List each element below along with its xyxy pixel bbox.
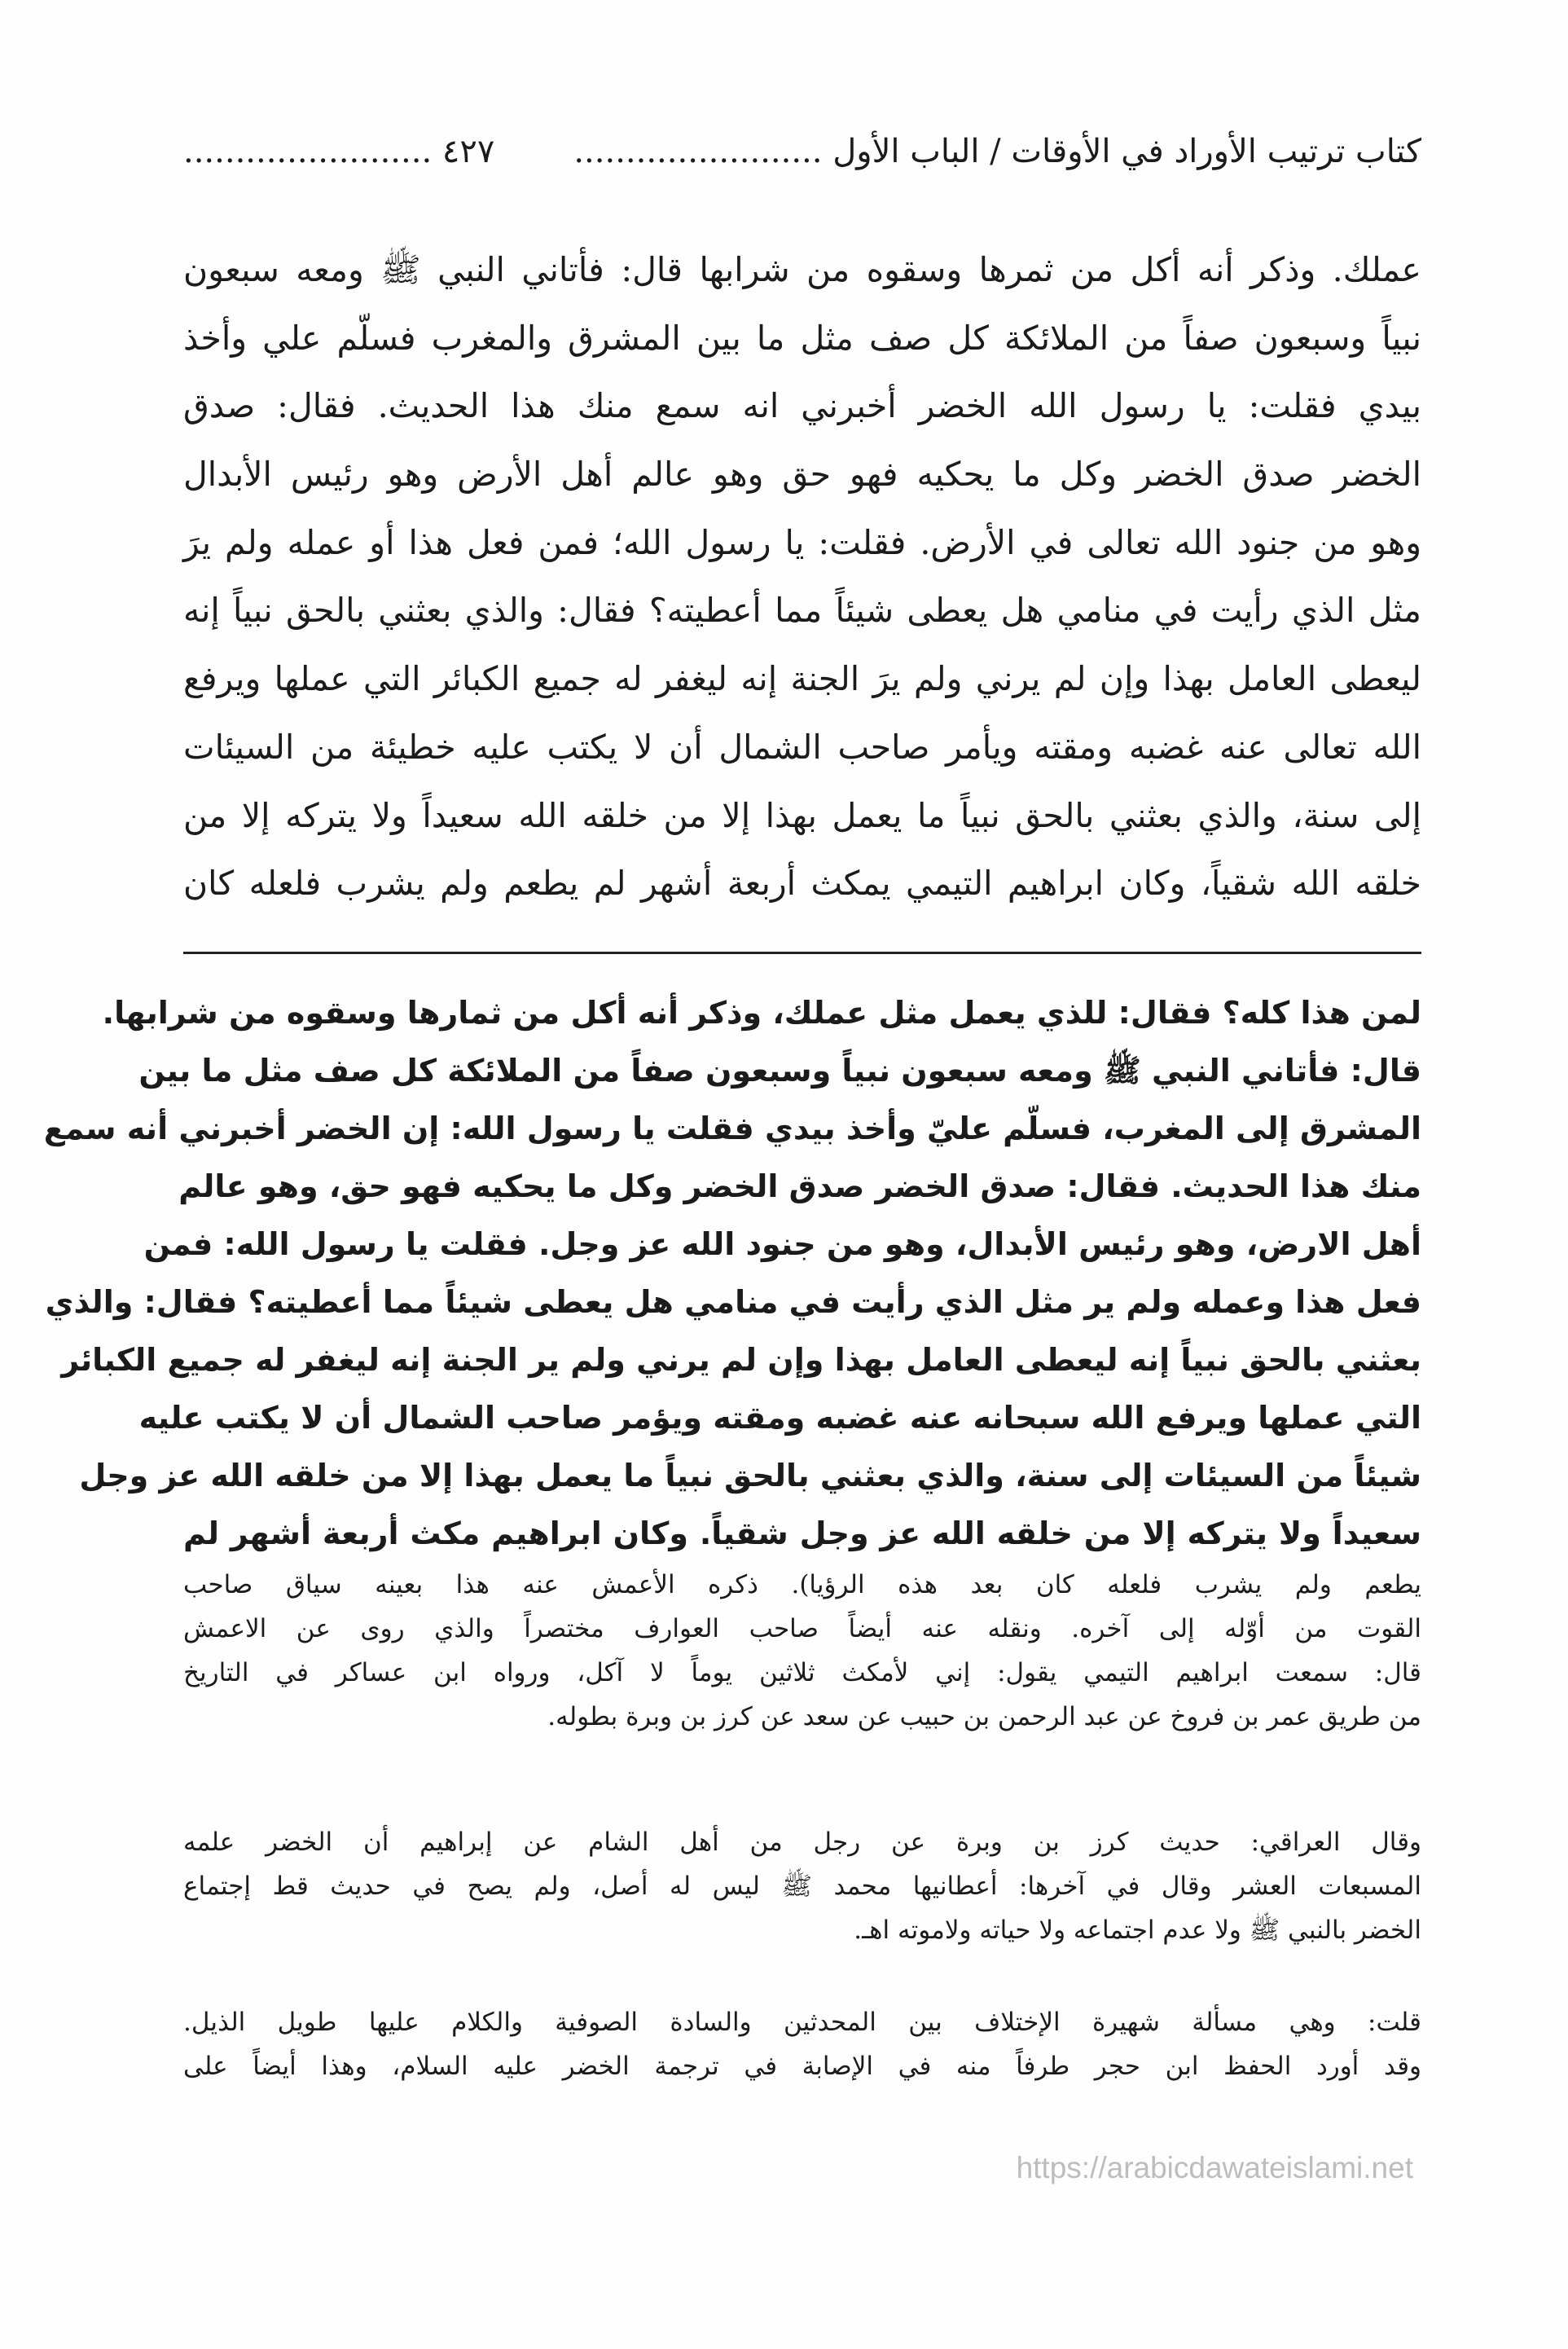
main-text-line: خلقه الله شقياً، وكان ابراهيم التيمي يمكث أربعة أشهر لم يطعم ولم يشرب فلعله كان xyxy=(183,864,1421,904)
main-text-line: بيدي فقلت: يا رسول الله الخضر أخبرني انه سمع منك هذا الحديث. فقال: صدق xyxy=(183,386,1421,426)
main-text-line: الخضر صدق الخضر وكل ما يحكيه فهو حق وهو عالم أهل الأرض وهو رئيس الأبدال xyxy=(183,455,1421,495)
footnote-bold-line: المشرق إلى المغرب، فسلّم عليّ وأخذ بيدي فقلت يا رسول الله: إن الخضر أخبرني أنه سمع xyxy=(43,1111,1421,1146)
footnote-separator xyxy=(183,952,1421,954)
running-header xyxy=(183,122,1421,179)
footnote-line: القوت من أوّله إلى آخره. ونقله عنه أيضاً صاحب العوارف مختصراً والذي روى عن الاعمش xyxy=(183,1614,1421,1643)
footnote-bold-line: بعثني بالحق نبياً إنه ليعطى العامل بهذا وإن لم يرني ولم ير الجنة إنه ليغفر له جميع الكبائر xyxy=(61,1342,1421,1378)
footnote-bold-line: أهل الارض، وهو رئيس الأبدال، وهو من جنود الله عز وجل. فقلت يا رسول الله: فمن xyxy=(143,1226,1421,1262)
footnote-line: قال: سمعت ابراهيم التيمي يقول: إني لأمكث ثلاثين يوماً لا آكل، ورواه ابن عساكر في التاريخ xyxy=(183,1658,1421,1687)
footnote-bold-line: شيئاً من السيئات إلى سنة، والذي بعثني بالحق نبياً ما يعمل بهذا إلا من خلقه الله عز وجل xyxy=(79,1458,1421,1493)
main-text-line: مثل الذي رأيت في منامي هل يعطى شيئاً مما أعطيته؟ فقال: والذي بعثني بالحق نبياً إنه xyxy=(183,591,1421,631)
footnote-line: المسبعات العشر وقال في آخرها: أعطانيها محمد ﷺ ليس له أصل، ولم يصح في حديث قط إجتماع xyxy=(183,1872,1421,1901)
main-text-line: وهو من جنود الله تعالى في الأرض. فقلت: يا رسول الله؛ فمن فعل هذا أو عمله ولم يرَ xyxy=(183,522,1421,562)
footnote-bold-line: لمن هذا كله؟ فقال: للذي يعمل مثل عملك، وذكر أنه أكل من ثمارها وسقوه من شرابها. xyxy=(102,995,1421,1031)
footnote-bold-line: سعيداً ولا يتركه إلا من خلقه الله عز وجل شقياً. وكان ابراهيم مكث أربعة أشهر لم xyxy=(183,1515,1421,1551)
main-text-line: نبياً وسبعون صفاً من الملائكة كل صف مثل ما بين المشرق والمغرب فسلّم علي وأخذ xyxy=(183,318,1421,358)
footnote-line: الخضر بالنبي ﷺ ولا عدم اجتماعه ولا حياته ولاموته اهـ. xyxy=(854,1916,1421,1945)
main-text-line: الله تعالى عنه غضبه ومقته ويأمر صاحب الشمال أن لا يكتب عليه خطيئة من السيئات xyxy=(183,727,1421,767)
footnote-bold-quote xyxy=(43,984,1421,1563)
footnote-bold-line: قال: فأتاني النبي ﷺ ومعه سبعون نبياً وسبعون صفاً من الملائكة كل صف مثل ما بين xyxy=(138,1053,1421,1089)
main-text-line: إلى سنة، والذي بعثني بالحق نبياً ما يعمل بهذا إلا من خلقه الله سعيداً ولا يتركه إلا من xyxy=(183,795,1421,835)
footnote-iraqi-paragraph xyxy=(183,1820,1421,1952)
main-text-line: عملك. وذكر أنه أكل من ثمرها وسقوه من شرابها قال: فأتاني النبي ﷺ ومعه سبعون xyxy=(183,250,1421,289)
main-text-block xyxy=(183,236,1421,918)
footnote-line: من طريق عمر بن فروخ عن عبد الرحمن بن حبيب عن سعد عن كرز بن وبرة بطوله. xyxy=(547,1702,1421,1731)
main-text-line: ليعطى العامل بهذا وإن لم يرني ولم يرَ الجنة إنه ليغفر له جميع الكبائر التي عملها ويرفع xyxy=(183,659,1421,699)
footnote-qultu-paragraph xyxy=(183,2000,1421,2088)
footnote-line: وقال العراقي: حديث كرز بن وبرة عن رجل من أهل الشام عن إبراهيم أن الخضر علمه xyxy=(183,1828,1421,1857)
footnote-line: وقد أورد الحفظ ابن حجر طرفاً منه في الإصابة في ترجمة الخضر عليه السلام، وهذا أيضاً على xyxy=(183,2052,1421,2081)
footnote-line: يطعم ولم يشرب فلعله كان بعد هذه الرؤيا). ذكره الأعمش عنه هذا بعينه سياق صاحب xyxy=(183,1570,1421,1599)
header-title: كتاب ترتيب الأوراد في الأوقات / الباب الأول ........................ xyxy=(573,133,1421,170)
footnote-bold-line: منك هذا الحديث. فقال: صدق الخضر صدق الخضر وكل ما يحكيه فهو حق، وهو عالم xyxy=(178,1168,1421,1204)
footnote-bold-line: فعل هذا وعمله ولم ير مثل الذي رأيت في منامي هل يعطى شيئاً مما أعطيته؟ فقال: والذي xyxy=(45,1284,1421,1320)
footnote-bold-line: التي عملها ويرفع الله سبحانه عنه غضبه ومقته ويؤمر صاحب الشمال أن لا يكتب عليه xyxy=(138,1400,1421,1436)
page-number: ٤٢٧ ........................ xyxy=(183,133,495,170)
footnote-commentary xyxy=(183,1563,1421,1739)
watermark-url: https://arabicdawateislami.net xyxy=(1016,2151,1413,2184)
footnote-line: قلت: وهي مسألة شهيرة الإختلاف بين المحدثين والسادة الصوفية والكلام عليها طويل الذيل. xyxy=(183,2008,1421,2037)
